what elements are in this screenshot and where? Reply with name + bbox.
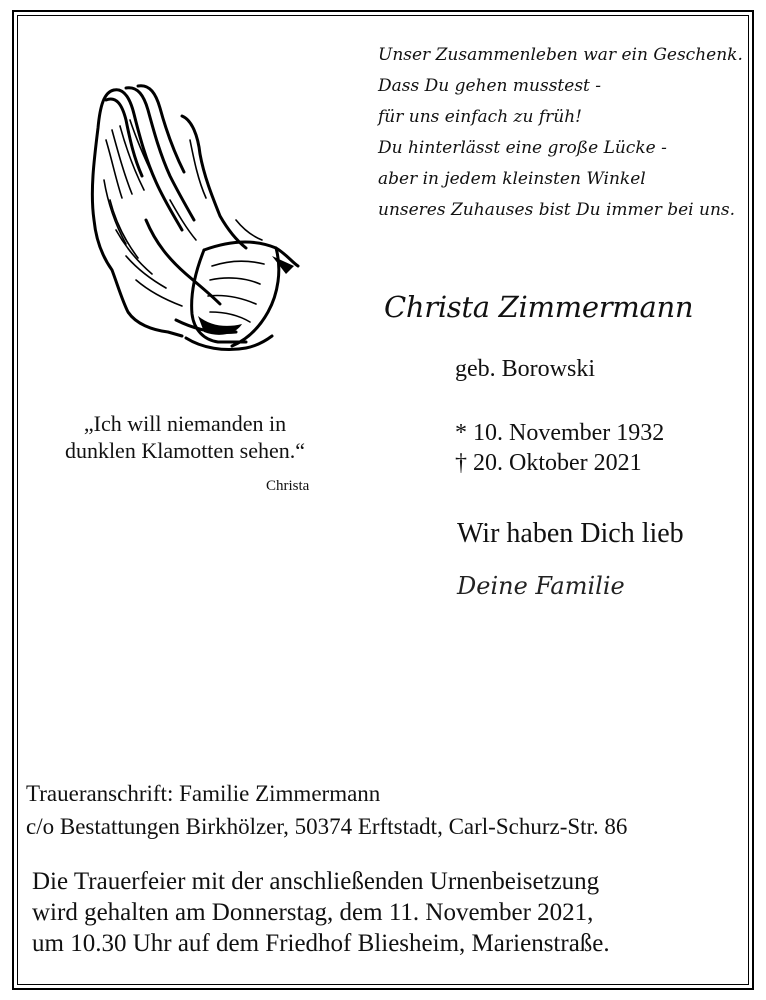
poem — [378, 40, 743, 226]
birth-date: * 10. November 1932 — [455, 420, 665, 446]
poem-line: Du hinterlässt eine große Lücke - — [378, 138, 667, 158]
closing-family: Deine Familie — [457, 572, 625, 600]
mourning-address — [26, 777, 627, 843]
ceremony-line: wird gehalten am Donnerstag, dem 11. November 2021, — [32, 899, 594, 926]
poem-line: Unser Zusammenleben war ein Geschenk. — [378, 45, 743, 65]
closing-love: Wir haben Dich lieb — [457, 518, 684, 549]
ceremony-line: Die Trauerfeier mit der anschließenden Urnenbeisetzung — [32, 868, 600, 895]
quote-line: „Ich will niemanden in — [83, 411, 287, 436]
ceremony-notice — [32, 866, 610, 959]
quote — [30, 410, 340, 464]
address-line: c/o Bestattungen Birkhölzer, 50374 Erftstadt, Carl-Schurz-Str. 86 — [26, 814, 628, 839]
death-date: † 20. Oktober 2021 — [455, 450, 642, 476]
quote-author: Christa — [266, 478, 310, 494]
poem-line: unseres Zuhauses bist Du immer bei uns. — [378, 200, 736, 220]
poem-line: Dass Du gehen musstest - — [378, 76, 602, 96]
poem-line: aber in jedem kleinsten Winkel — [378, 169, 646, 189]
born-name: geb. Borowski — [455, 356, 595, 382]
address-line: Traueranschrift: Familie Zimmermann — [26, 781, 381, 806]
ceremony-line: um 10.30 Uhr auf dem Friedhof Bliesheim, Marienstraße. — [32, 930, 610, 957]
life-dates — [455, 418, 664, 478]
quote-line: dunklen Klamotten sehen.“ — [64, 438, 306, 463]
deceased-name: Christa Zimmermann — [384, 290, 694, 324]
poem-line: für uns einfach zu früh! — [378, 107, 582, 127]
praying-hands-icon — [86, 80, 302, 358]
